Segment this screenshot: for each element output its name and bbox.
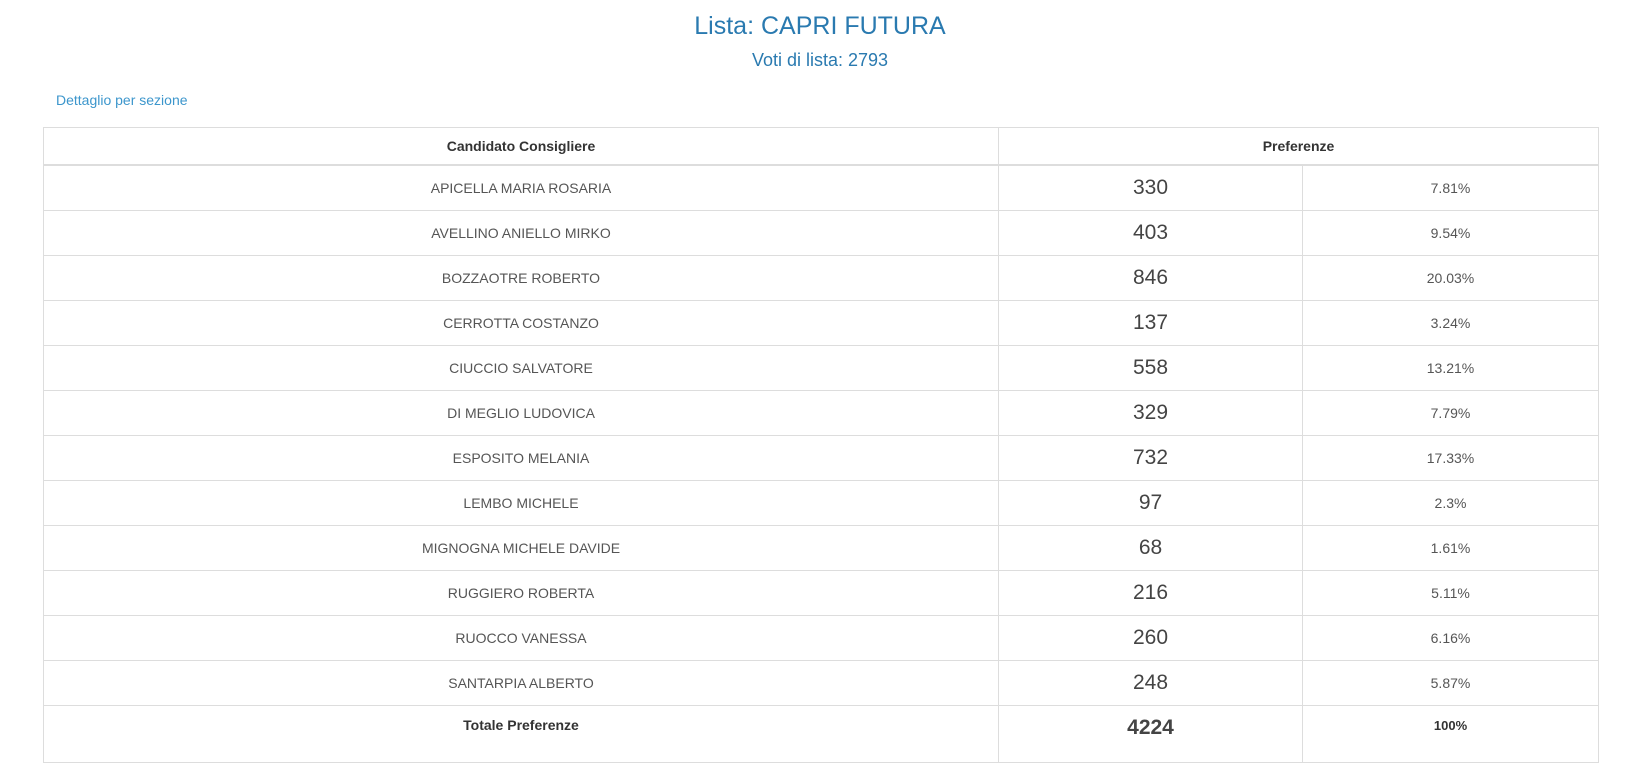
preferences-column-header: Preferenze [999, 128, 1599, 166]
candidate-percentage: 1.61% [1303, 526, 1599, 571]
candidate-percentage: 13.21% [1303, 346, 1599, 391]
candidate-votes: 330 [999, 165, 1303, 211]
candidate-percentage: 3.24% [1303, 301, 1599, 346]
table-row [44, 391, 1599, 436]
candidate-name: MIGNOGNA MICHELE DAVIDE [44, 526, 999, 571]
candidate-votes: 329 [999, 391, 1303, 436]
candidate-name: BOZZAOTRE ROBERTO [44, 256, 999, 301]
table-row [44, 165, 1599, 211]
table-row [44, 256, 1599, 301]
candidate-votes: 248 [999, 661, 1303, 706]
total-percentage: 100% [1303, 706, 1599, 763]
candidate-percentage: 5.11% [1303, 571, 1599, 616]
candidate-votes: 97 [999, 481, 1303, 526]
candidate-votes: 846 [999, 256, 1303, 301]
table-row [44, 436, 1599, 481]
section-detail-link[interactable]: Dettaglio per sezione [56, 92, 188, 108]
candidate-percentage: 5.87% [1303, 661, 1599, 706]
table-header-row [44, 128, 1599, 166]
table-row [44, 571, 1599, 616]
candidate-column-header: Candidato Consigliere [44, 128, 999, 166]
candidate-votes: 137 [999, 301, 1303, 346]
candidate-votes: 68 [999, 526, 1303, 571]
candidate-name: APICELLA MARIA ROSARIA [44, 165, 999, 211]
candidate-percentage: 20.03% [1303, 256, 1599, 301]
total-label: Totale Preferenze [44, 706, 999, 763]
candidate-name: RUOCCO VANESSA [44, 616, 999, 661]
candidate-name: CIUCCIO SALVATORE [44, 346, 999, 391]
candidate-name: LEMBO MICHELE [44, 481, 999, 526]
candidate-votes: 732 [999, 436, 1303, 481]
candidate-votes: 216 [999, 571, 1303, 616]
total-row [44, 706, 1599, 763]
candidate-percentage: 7.81% [1303, 165, 1599, 211]
table-row [44, 301, 1599, 346]
candidate-percentage: 9.54% [1303, 211, 1599, 256]
total-votes: 4224 [999, 706, 1303, 763]
candidate-votes: 403 [999, 211, 1303, 256]
candidate-votes: 260 [999, 616, 1303, 661]
table-row [44, 661, 1599, 706]
table-row [44, 346, 1599, 391]
candidate-percentage: 6.16% [1303, 616, 1599, 661]
preferences-table [43, 127, 1599, 763]
table-body [44, 165, 1599, 706]
candidate-name: RUGGIERO ROBERTA [44, 571, 999, 616]
candidate-name: DI MEGLIO LUDOVICA [44, 391, 999, 436]
candidate-name: ESPOSITO MELANIA [44, 436, 999, 481]
candidate-percentage: 17.33% [1303, 436, 1599, 481]
page-title: Lista: CAPRI FUTURA [694, 12, 946, 40]
table-row [44, 481, 1599, 526]
candidate-name: CERROTTA COSTANZO [44, 301, 999, 346]
list-votes-subtitle: Voti di lista: 2793 [751, 50, 889, 70]
candidate-name: AVELLINO ANIELLO MIRKO [44, 211, 999, 256]
table-row [44, 211, 1599, 256]
candidate-percentage: 2.3% [1303, 481, 1599, 526]
candidate-name: SANTARPIA ALBERTO [44, 661, 999, 706]
candidate-percentage: 7.79% [1303, 391, 1599, 436]
candidate-votes: 558 [999, 346, 1303, 391]
table-row [44, 526, 1599, 571]
table-row [44, 616, 1599, 661]
